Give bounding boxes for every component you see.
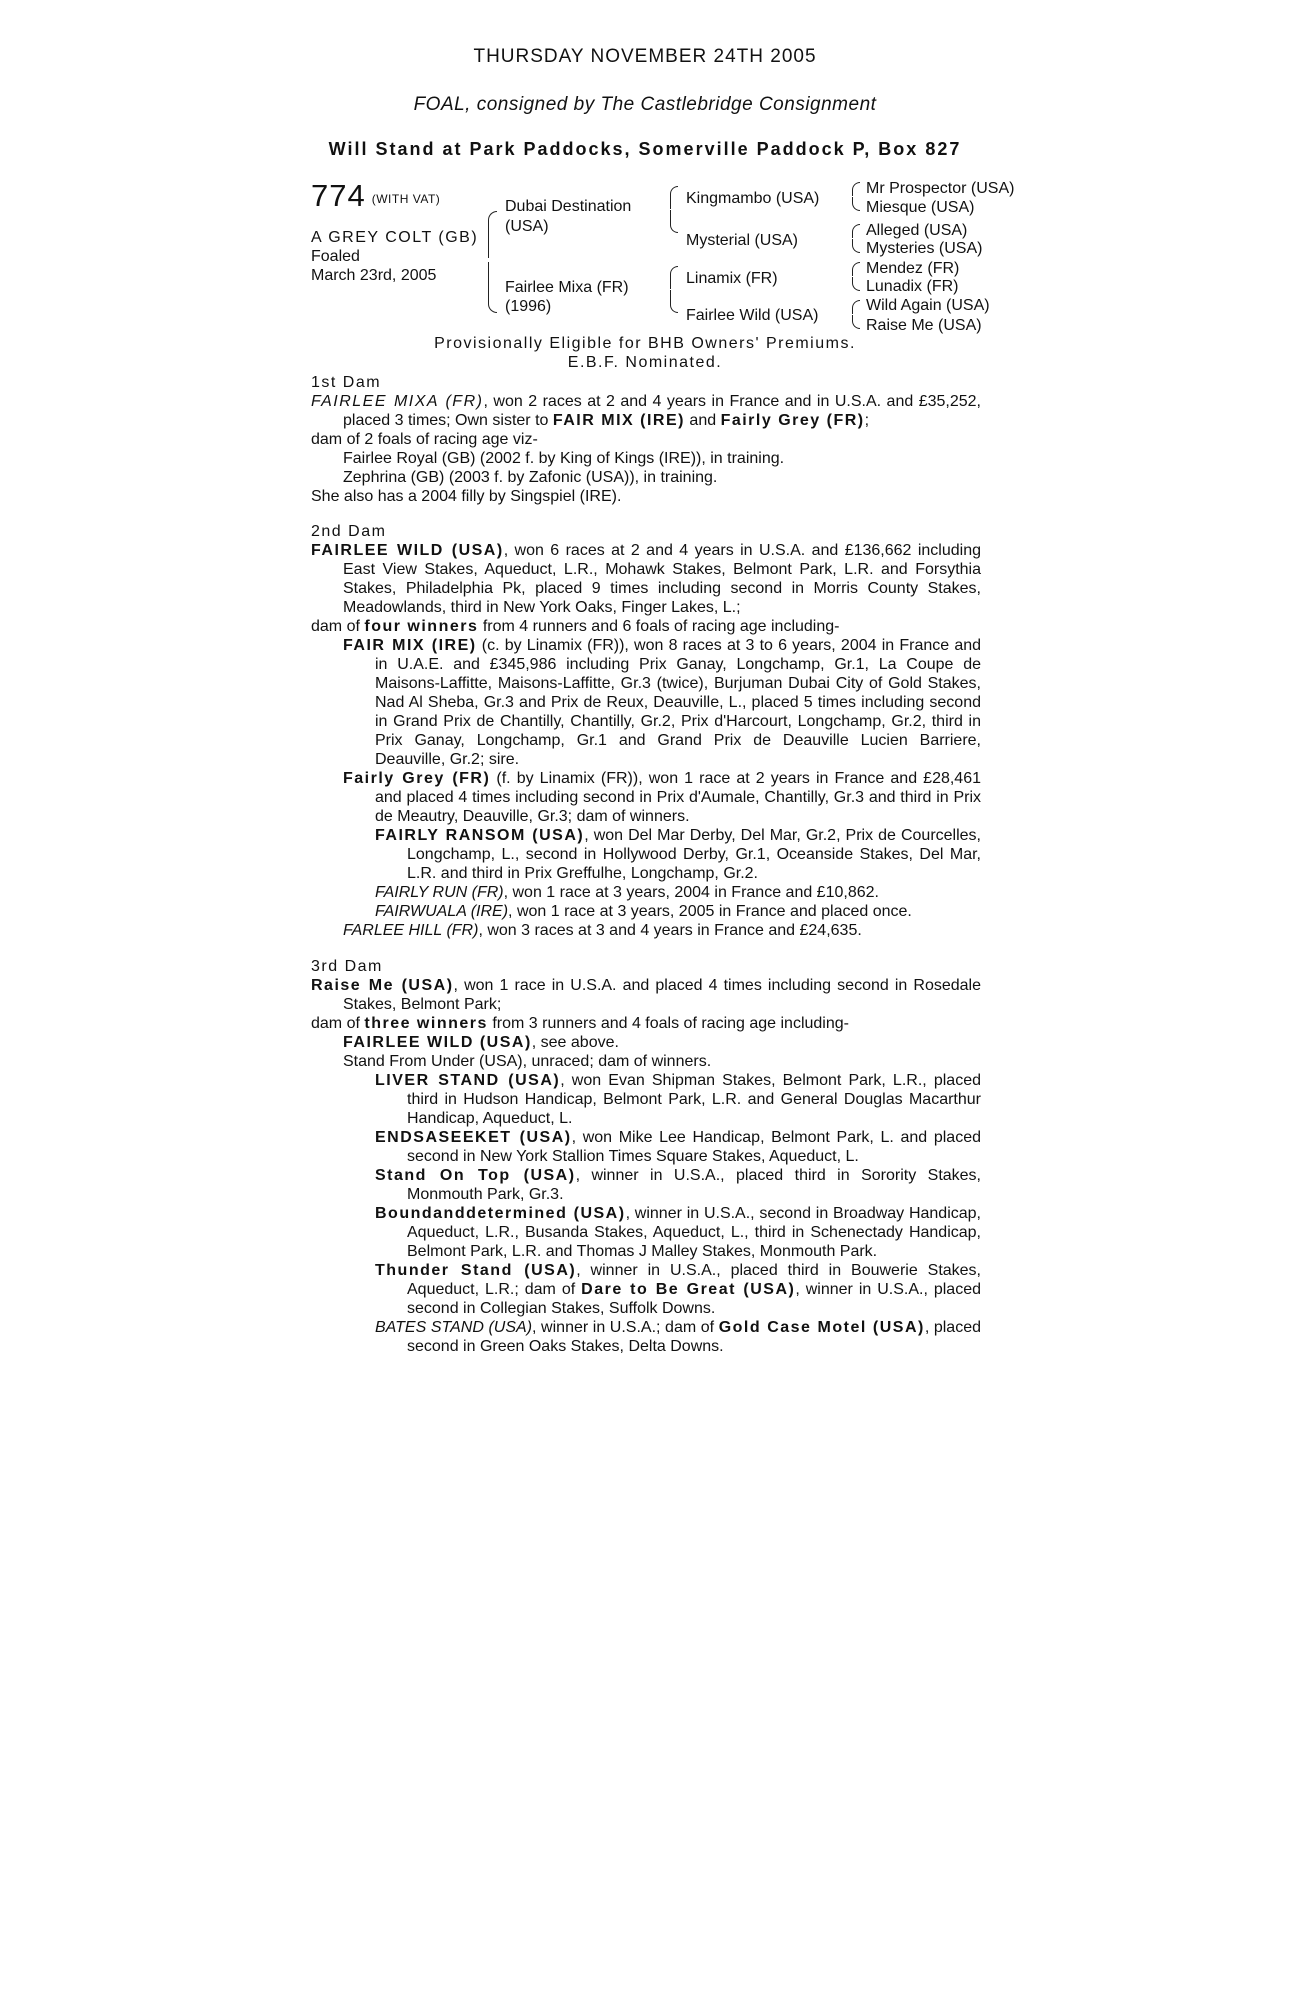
consignment-line: FOAL, consigned by The Castlebridge Consignment — [413, 94, 877, 115]
section-heading: 3rd Dam — [311, 958, 383, 975]
produce-line: dam of 2 foals of racing age viz- — [311, 431, 538, 448]
horse-name: Thunder Stand (USA) — [375, 1262, 577, 1279]
first-dam-section — [311, 373, 981, 506]
horse-name: Stand On Top (USA) — [375, 1167, 576, 1184]
produce-entry: Fairlee Royal (GB) (2002 f. by King of Kings (IRE)), in training. — [343, 450, 785, 467]
dam-record: FAIRLEE MIXA (FR), won 2 races at 2 and 4 years in France and in U.S.A. and £35,252, placed 3 times; Own sister to FAIR MIX (IRE) and Fairly Grey (FR); — [311, 393, 981, 429]
eligibility-note: Provisionally Eligible for BHB Owners' Premiums. — [434, 335, 856, 352]
pedigree-brace — [852, 182, 860, 196]
pedigree-dam-year: (1996) — [505, 298, 552, 315]
ebf-note: E.B.F. Nominated. — [567, 354, 723, 371]
pedigree-sire-sire: Kingmambo (USA) — [686, 190, 820, 207]
pedigree-g3: Lunadix (FR) — [866, 278, 959, 295]
pedigree-g3: Miesque (USA) — [866, 199, 975, 216]
stabling-line: Will Stand at Park Paddocks, Somerville Paddock P, Box 827 — [328, 139, 962, 159]
produce-entry: Zephrina (GB) (2003 f. by Zafonic (USA)), in training. — [343, 469, 718, 486]
pedigree-brace — [852, 224, 860, 238]
horse-name: FAIRLEE MIXA (FR) — [311, 393, 484, 410]
pedigree-sire: Dubai Destination — [505, 198, 632, 215]
pedigree-sire-dam: Mysterial (USA) — [686, 232, 799, 249]
horse-name: FAIR MIX (IRE) — [552, 412, 685, 429]
horse-name: FAIRLY RANSOM (USA) — [375, 827, 585, 844]
pedigree-brace — [670, 210, 678, 233]
pedigree-brace — [670, 290, 678, 313]
pedigree-brace — [852, 277, 860, 291]
pedigree-brace — [488, 211, 497, 258]
section-heading: 1st Dam — [311, 374, 382, 391]
produce-entry: FAIRLY RANSOM (USA), won Del Mar Derby, Del Mar, Gr.2, Prix de Courcelles, Longchamp, L., second in Hollywood Derby, Gr.1, Oceanside Stakes, Del Mar, L.R. and third in Prix Greffulhe, Longchamp, Gr.2. — [375, 827, 981, 882]
vat-note: (WITH VAT) — [371, 192, 441, 206]
pedigree-dam-sire: Linamix (FR) — [686, 270, 778, 287]
produce-entry: FAIRWUALA (IRE), won 1 race at 3 years, 2005 in France and placed once. — [375, 903, 912, 920]
produce-line: dam of three winners from 3 runners and 4 foals of racing age including- — [311, 1015, 849, 1032]
produce-note: She also has a 2004 filly by Singspiel (IRE). — [311, 488, 622, 505]
horse-name: Fairly Grey (FR) — [343, 770, 491, 787]
third-dam-section — [311, 957, 981, 1356]
produce-entry: FARLEE HILL (FR), won 3 races at 3 and 4 years in France and £24,635. — [343, 922, 862, 939]
pedigree-brace — [852, 300, 860, 314]
horse-name: Boundanddetermined (USA) — [375, 1205, 626, 1222]
horse-name: Raise Me (USA) — [311, 977, 454, 994]
foaled-date: March 23rd, 2005 — [311, 267, 437, 284]
pedigree-g3: Mysteries (USA) — [866, 240, 983, 257]
pedigree-dam: Fairlee Mixa (FR) — [505, 279, 629, 296]
horse-name: FAIRLEE WILD (USA) — [343, 1034, 532, 1051]
produce-entry: Boundanddetermined (USA), winner in U.S.A., second in Broadway Handicap, Aqueduct, L.R., Busanda Stakes, Aqueduct, L., third in Schenectady Handicap, Belmont Park, L.R. and Thomas J Malley Stakes, Monmouth Park. — [375, 1205, 981, 1260]
pedigree-brace — [670, 266, 678, 289]
horse-name: BATES STAND (USA) — [375, 1319, 533, 1336]
produce-entry: LIVER STAND (USA), won Evan Shipman Stakes, Belmont Park, L.R., placed third in Hudson Handicap, Belmont Park, L.R. and General Douglas Macarthur Handicap, Aqueduct, L. — [375, 1072, 981, 1127]
horse-name: FARLEE HILL (FR) — [343, 922, 479, 939]
produce-entry: Stand From Under (USA), unraced; dam of winners. — [343, 1053, 712, 1070]
pedigree-g3: Alleged (USA) — [866, 222, 968, 239]
lot-number: 774 — [311, 178, 366, 213]
lot-description — [311, 228, 478, 285]
pedigree-sire-country: (USA) — [505, 218, 549, 235]
lot-header — [311, 178, 440, 214]
pedigree-brace — [852, 315, 860, 329]
sale-date: THURSDAY NOVEMBER 24TH 2005 — [473, 46, 817, 67]
second-dam-section — [311, 522, 981, 940]
pedigree-g3: Mr Prospector (USA) — [866, 180, 1015, 197]
produce-entry: Stand On Top (USA), winner in U.S.A., placed third in Sorority Stakes, Monmouth Park, Gr.3. — [375, 1167, 982, 1203]
horse-name: LIVER STAND (USA) — [375, 1072, 561, 1089]
section-heading: 2nd Dam — [311, 523, 387, 540]
produce-entry: BATES STAND (USA), winner in U.S.A.; dam of Gold Case Motel (USA), placed second in Green Oaks Stakes, Delta Downs. — [375, 1319, 981, 1355]
pedigree-brace — [852, 197, 860, 211]
horse-name: ENDSASEEKET (USA) — [375, 1129, 572, 1146]
horse-name: FAIRLY RUN (FR) — [375, 884, 504, 901]
dam-record: Raise Me (USA), won 1 race in U.S.A. and placed 4 times including second in Rosedale Stakes, Belmont Park; — [311, 977, 981, 1013]
pedigree-g3: Mendez (FR) — [866, 260, 960, 277]
pedigree-g3: Raise Me (USA) — [866, 317, 982, 334]
pedigree-g3: Wild Again (USA) — [866, 297, 990, 314]
horse-name: FAIRWUALA (IRE) — [375, 903, 509, 920]
horse-name: Fairly Grey (FR) — [720, 412, 865, 429]
produce-entry: ENDSASEEKET (USA), won Mike Lee Handicap, Belmont Park, L. and placed second in New York Stallion Times Square Stakes, Aqueduct, L. — [375, 1129, 981, 1165]
produce-entry: Thunder Stand (USA), winner in U.S.A., placed third in Bouwerie Stakes, Aqueduct, L.R.; dam of Dare to Be Great (USA), winner in U.S.A., placed second in Collegian Stakes, Suffolk Downs. — [375, 1262, 982, 1317]
produce-entry: FAIRLEE WILD (USA), see above. — [343, 1034, 619, 1051]
produce-entry: Fairly Grey (FR) (f. by Linamix (FR)), won 1 race at 2 years in France and £28,461 and placed 4 times including second in Prix d'Aumale, Chantilly, Gr.3 and third in Prix de Meautry, Deauville, Gr.3; dam of winners. — [343, 770, 982, 825]
foaled-label: Foaled — [311, 248, 360, 265]
pedigree-brace — [852, 239, 860, 253]
produce-entry: FAIRLY RUN (FR), won 1 race at 3 years, 2004 in France and £10,862. — [375, 884, 879, 901]
horse-name: Dare to Be Great (USA) — [581, 1281, 796, 1298]
pedigree-brace — [852, 262, 860, 276]
horse-name: FAIR MIX (IRE) — [343, 637, 477, 654]
pedigree-brace — [488, 262, 497, 313]
pedigree-dam-dam: Fairlee Wild (USA) — [686, 307, 819, 324]
horse-name: Gold Case Motel (USA) — [718, 1319, 925, 1336]
produce-entry: FAIR MIX (IRE) (c. by Linamix (FR)), won 8 races at 3 to 6 years, 2004 in France and in U.A.E. and £345,986 including Prix Ganay, Longchamp, Gr.1, La Coupe de Maisons-Laffitte, Maisons-Laffitte, Gr.3 (twice), Burjuman Dubai City of Gold Stakes, Nad Al Sheba, Gr.3 and Prix de Reux, Deauville, L., placed 5 times including second in Grand Prix de Chantilly, Chantilly, Gr.2, Prix d'Harcourt, Longchamp, Gr.2, third in Prix Ganay, Longchamp, Gr.1 and Grand Prix de Deauville Lucien Barriere, Deauville, Gr.2; sire. — [343, 637, 982, 768]
lot-sex-colour: A GREY COLT (GB) — [311, 229, 479, 246]
dam-record: FAIRLEE WILD (USA), won 6 races at 2 and 4 years in U.S.A. and £136,662 including East View Stakes, Aqueduct, L.R., Mohawk Stakes, Belmont Park, L.R. and Forsythia Stakes, Philadelphia Pk, placed 9 times including second in Morris County Stakes, Meadowlands, third in New York Oaks, Finger Lakes, L.; — [311, 542, 982, 616]
pedigree-brace — [670, 186, 678, 209]
horse-name: FAIRLEE WILD (USA) — [311, 542, 504, 559]
produce-line: dam of four winners from 4 runners and 6 foals of racing age including- — [311, 618, 840, 635]
